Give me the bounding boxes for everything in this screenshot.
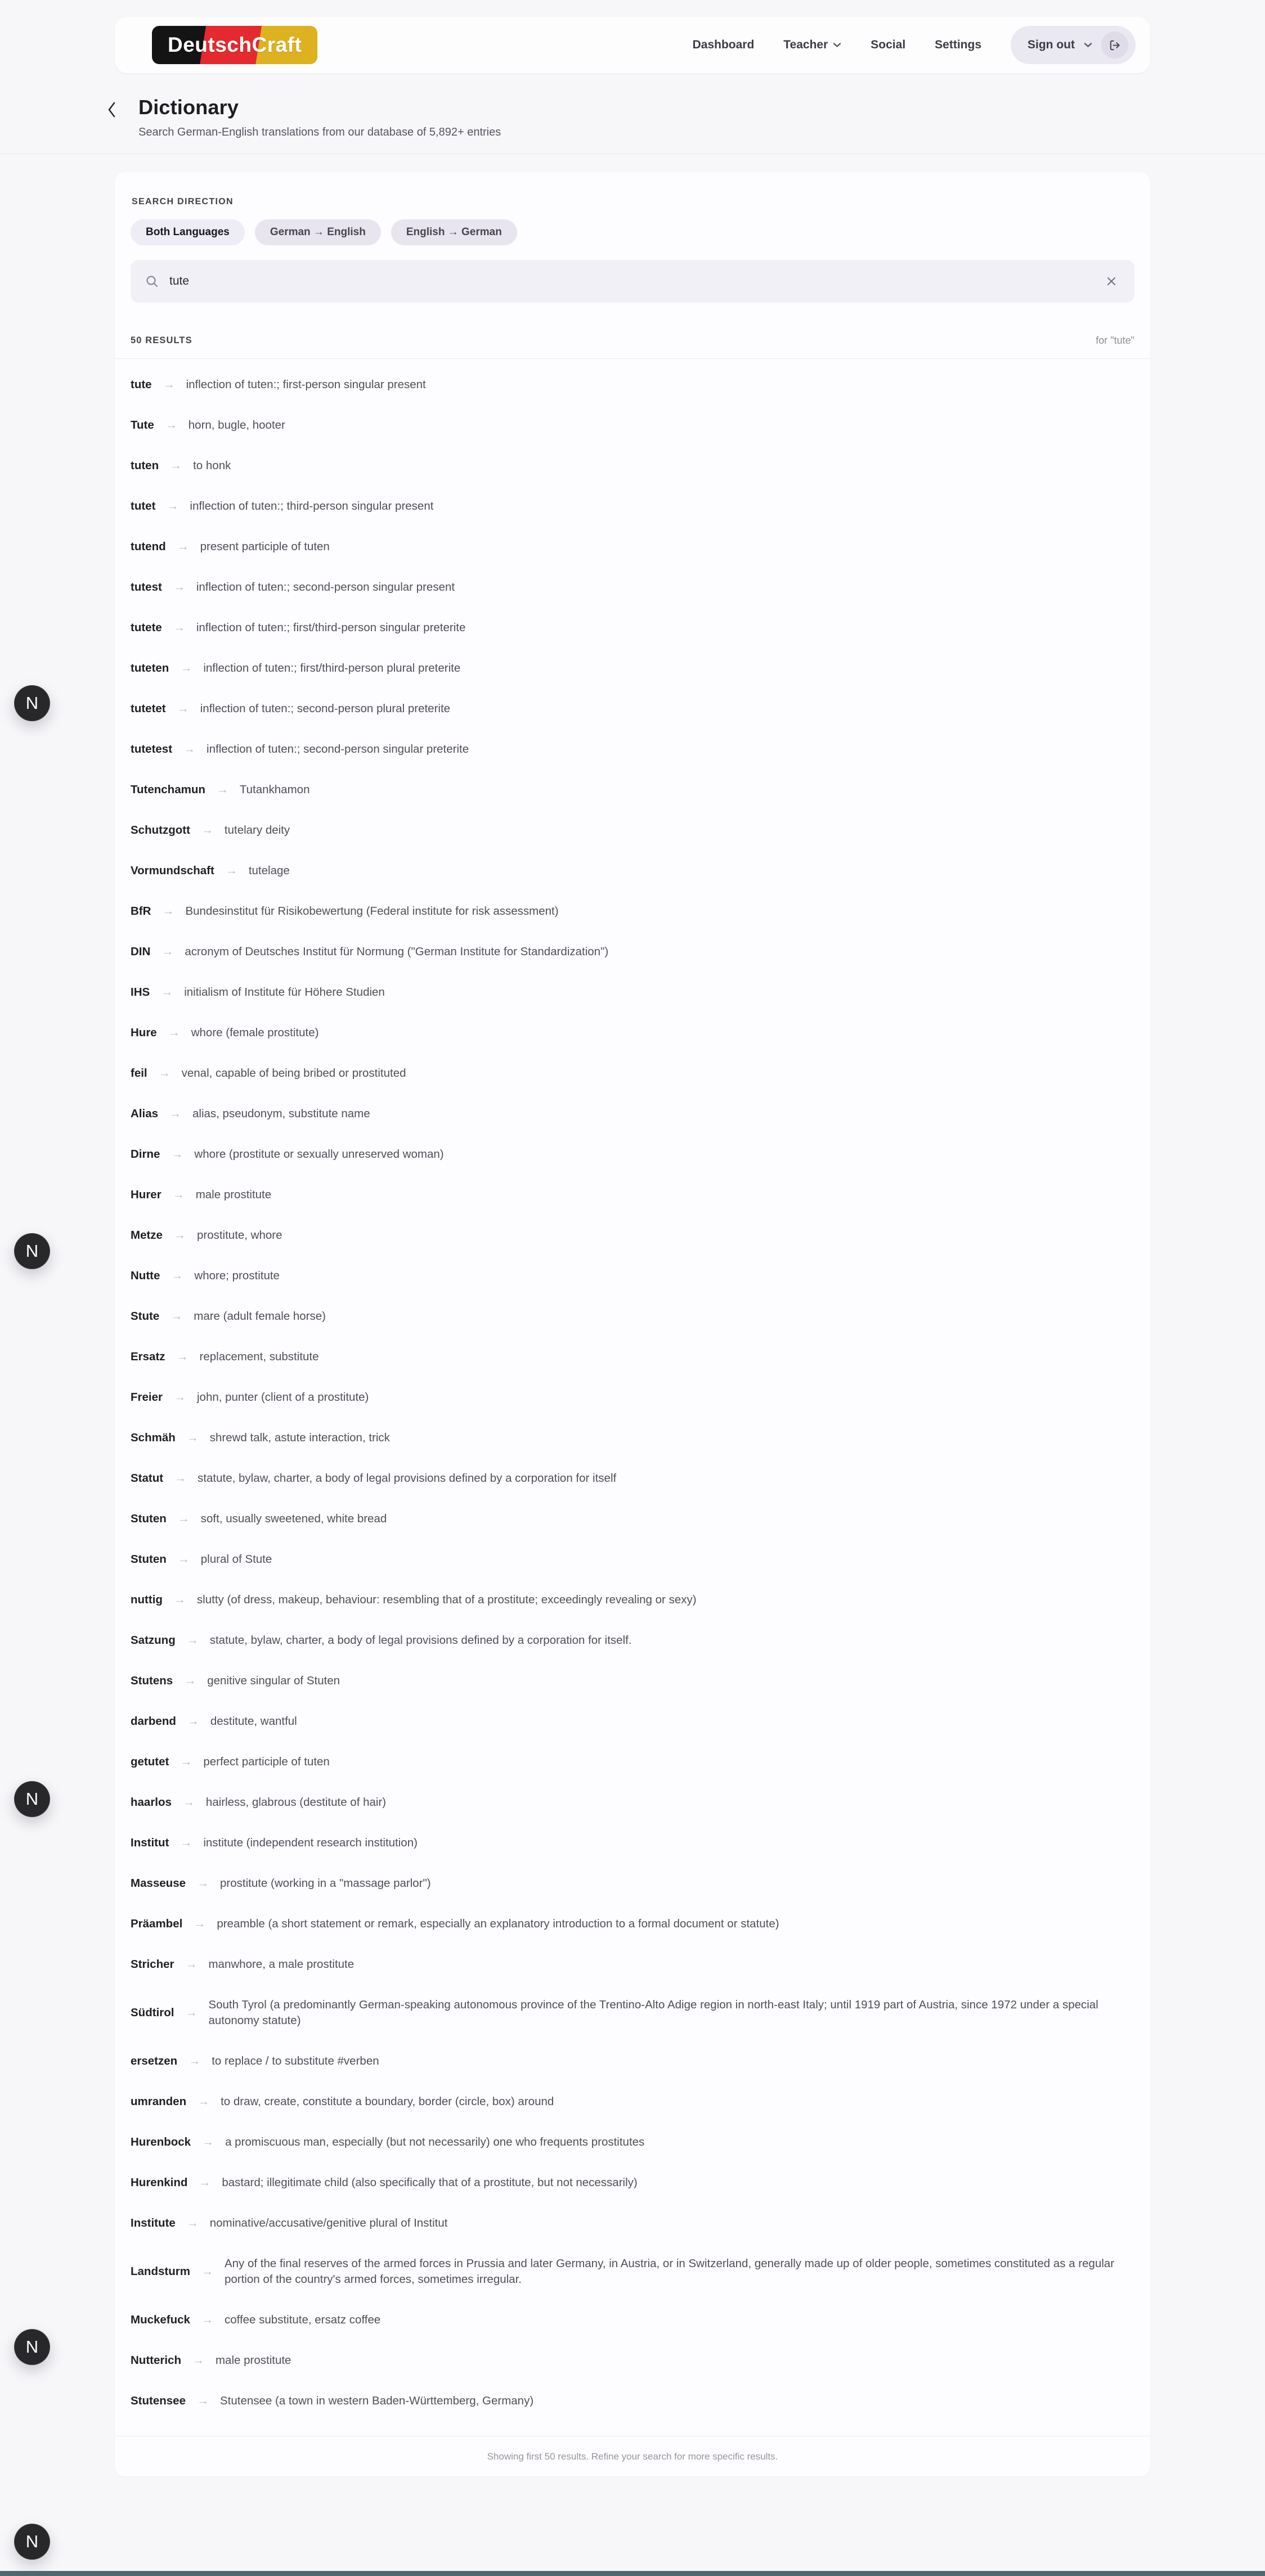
result-term: Hure <box>131 1026 157 1039</box>
result-translation: shrewd talk, astute interaction, trick <box>209 1431 390 1444</box>
nav-item-teacher[interactable] <box>783 38 841 52</box>
result-row <box>131 1053 1134 1094</box>
result-row <box>131 1863 1134 1904</box>
result-term: Stuten <box>131 1512 167 1525</box>
back-chevron-icon <box>107 101 116 118</box>
result-translation: prostitute, whore <box>196 1229 282 1242</box>
sign-out-button[interactable] <box>1011 26 1136 64</box>
result-row <box>131 1539 1134 1580</box>
result-translation: inflection of tuten:; first-person singular present <box>186 378 426 391</box>
result-term: tuteten <box>131 662 169 675</box>
result-arrow-icon: → <box>171 1148 183 1161</box>
result-row <box>131 2381 1134 2421</box>
result-term: Nutterich <box>131 2354 181 2367</box>
result-row <box>131 2122 1134 2163</box>
result-translation: to honk <box>193 459 231 472</box>
result-arrow-icon: → <box>169 1107 181 1120</box>
close-icon <box>1106 276 1116 286</box>
nav-item-social[interactable] <box>871 38 905 52</box>
result-translation: inflection of tuten:; third-person singular present <box>190 500 434 512</box>
result-translation: initialism of Institute für Höhere Studien <box>184 986 385 999</box>
result-row <box>131 851 1134 891</box>
result-arrow-icon: → <box>185 1958 198 1971</box>
result-translation: hairless, glabrous (destitute of hair) <box>205 1796 387 1809</box>
result-term: Alias <box>131 1107 158 1120</box>
result-arrow-icon: → <box>201 2265 213 2278</box>
result-term: Ersatz <box>131 1350 165 1363</box>
result-arrow-icon: → <box>201 2313 213 2326</box>
result-term: Schutzgott <box>131 824 190 837</box>
chevron-down-icon <box>1084 42 1092 48</box>
result-translation: whore; prostitute <box>194 1269 280 1282</box>
result-row <box>131 527 1134 567</box>
result-translation: male prostitute <box>215 2354 291 2367</box>
result-row <box>131 932 1134 972</box>
result-row <box>131 2163 1134 2203</box>
result-translation: Bundesinstitut für Risikobewertung (Federal institute for risk assessment) <box>185 905 559 918</box>
result-term: Tutenchamun <box>131 783 205 796</box>
result-translation: institute (independent research institution) <box>203 1836 418 1849</box>
result-arrow-icon: → <box>197 1877 209 1890</box>
result-term: tuten <box>131 459 159 472</box>
results-count: 50 RESULTS <box>131 335 192 345</box>
result-row <box>131 891 1134 932</box>
result-translation: prostitute (working in a "massage parlor") <box>220 1877 431 1890</box>
result-term: Landsturm <box>131 2265 190 2278</box>
result-arrow-icon: → <box>167 500 179 512</box>
result-row <box>131 1458 1134 1499</box>
result-term: tutete <box>131 621 162 634</box>
result-arrow-icon: → <box>180 662 192 675</box>
result-term: Stutens <box>131 1674 173 1687</box>
result-translation: acronym of Deutsches Institut für Normung ("German Institute for Standardization") <box>185 945 609 958</box>
result-row <box>131 608 1134 648</box>
result-term: DIN <box>131 945 151 958</box>
result-row <box>131 648 1134 689</box>
result-row <box>131 689 1134 729</box>
nextjs-dev-badge[interactable]: N <box>15 686 50 721</box>
result-translation: destitute, wantful <box>210 1715 297 1728</box>
result-row <box>131 1661 1134 1701</box>
result-translation: horn, bugle, hooter <box>188 419 285 431</box>
result-row <box>131 1944 1134 1985</box>
result-term: Hurenbock <box>131 2136 191 2148</box>
results-footer-text: Showing first 50 results. Refine your search for more specific results. <box>487 2451 778 2462</box>
result-arrow-icon: → <box>165 419 177 431</box>
result-row <box>131 1742 1134 1782</box>
search-direction-toggle <box>131 219 1134 245</box>
result-term: Institute <box>131 2217 176 2229</box>
result-row <box>131 365 1134 405</box>
result-row <box>131 1134 1134 1175</box>
result-arrow-icon: → <box>180 1836 192 1849</box>
app-header <box>115 17 1150 73</box>
result-term: Dirne <box>131 1148 160 1161</box>
result-row <box>131 770 1134 810</box>
result-row <box>131 1499 1134 1539</box>
result-row <box>131 1823 1134 1863</box>
chevron-down-icon <box>833 42 841 48</box>
result-arrow-icon: → <box>171 1310 183 1323</box>
clear-search-button[interactable] <box>1103 273 1120 290</box>
result-term: Stuten <box>131 1553 167 1566</box>
app-logo[interactable]: DeutschCraft <box>152 26 317 64</box>
results-header <box>115 323 1150 359</box>
result-term: Hurenkind <box>131 2176 188 2189</box>
nav-label: Settings <box>935 38 982 51</box>
result-arrow-icon: → <box>201 824 213 837</box>
result-arrow-icon: → <box>202 2136 214 2148</box>
result-arrow-icon: → <box>186 1431 199 1444</box>
result-arrow-icon: → <box>171 1269 183 1282</box>
result-term: tutend <box>131 540 166 553</box>
result-translation: genitive singular of Stuten <box>207 1674 340 1687</box>
page <box>0 17 1265 2551</box>
result-row <box>131 1013 1134 1053</box>
result-translation: tutelage <box>248 864 290 877</box>
search-box <box>131 260 1134 303</box>
result-arrow-icon: → <box>177 540 189 553</box>
result-row <box>131 729 1134 770</box>
result-term: IHS <box>131 986 150 999</box>
result-row <box>131 1175 1134 1215</box>
result-arrow-icon: → <box>162 905 174 918</box>
result-term: tutetest <box>131 743 173 756</box>
result-row <box>131 2244 1134 2300</box>
result-arrow-icon: → <box>198 2095 210 2108</box>
result-translation: perfect participle of tuten <box>203 1755 330 1768</box>
results-query-label: for "tute" <box>1096 335 1134 346</box>
logout-icon <box>1109 39 1122 52</box>
page-subtitle: Search German-English translations from our database of 5,892+ entries <box>138 126 501 138</box>
result-row <box>131 1215 1134 1256</box>
result-arrow-icon: → <box>192 2354 204 2367</box>
result-term: Südtirol <box>131 2006 174 2019</box>
direction-english-german-button[interactable]: English → German <box>391 219 517 245</box>
result-row <box>131 1377 1134 1418</box>
bottom-accent-bar <box>0 2571 1265 2576</box>
result-row <box>131 1580 1134 1620</box>
result-term: Vormundschaft <box>131 864 214 877</box>
result-translation: male prostitute <box>195 1188 272 1201</box>
direction-german-english-button[interactable]: German → English <box>255 219 381 245</box>
result-translation: inflection of tuten:; second-person singular present <box>196 581 455 594</box>
result-arrow-icon: → <box>162 945 174 958</box>
result-translation: Tutankhamon <box>239 783 310 796</box>
result-arrow-icon: → <box>196 2394 209 2407</box>
result-arrow-icon: → <box>173 581 185 594</box>
result-term: umranden <box>131 2095 187 2108</box>
page-title-section <box>115 96 1150 154</box>
result-arrow-icon: → <box>186 2217 199 2229</box>
result-row <box>131 1256 1134 1296</box>
result-term: Präambel <box>131 1917 183 1930</box>
dictionary-card <box>115 172 1150 2476</box>
results-footer <box>115 2436 1150 2476</box>
result-arrow-icon: → <box>174 1472 187 1485</box>
result-row <box>131 1418 1134 1458</box>
result-translation: alias, pseudonym, substitute name <box>192 1107 370 1120</box>
result-term: tutetet <box>131 702 166 715</box>
result-arrow-icon: → <box>161 986 173 999</box>
result-term: feil <box>131 1067 147 1080</box>
result-translation: john, punter (client of a prostitute) <box>196 1391 369 1404</box>
result-translation: South Tyrol (a predominantly German-speaking autonomous province of the Trentino-Alto Adige region in north-east Italy; until 1919 part of Austria, since 1972 under a special autonomy statute) <box>208 1998 1098 2027</box>
result-arrow-icon: → <box>194 1917 206 1930</box>
nextjs-dev-badge[interactable]: N <box>15 2524 50 2559</box>
result-arrow-icon: → <box>158 1067 171 1080</box>
sign-out-label: Sign out <box>1028 38 1075 51</box>
direction-both-languages-button[interactable]: Both Languages <box>131 219 245 245</box>
result-arrow-icon: → <box>173 1229 186 1242</box>
title-block <box>138 96 501 139</box>
result-row <box>131 1904 1134 1944</box>
result-translation: manwhore, a male prostitute <box>208 1958 355 1971</box>
result-row <box>131 1337 1134 1377</box>
result-arrow-icon: → <box>172 1188 185 1201</box>
result-row <box>131 1094 1134 1134</box>
result-arrow-icon: → <box>177 1553 190 1566</box>
result-row <box>131 2041 1134 2082</box>
result-term: Stute <box>131 1310 160 1323</box>
result-term: Stutensee <box>131 2394 186 2407</box>
result-row <box>131 1620 1134 1661</box>
result-translation: replacement, substitute <box>199 1350 319 1363</box>
result-term: Nutte <box>131 1269 160 1282</box>
result-term: tute <box>131 378 152 391</box>
result-arrow-icon: → <box>225 864 237 877</box>
result-arrow-icon: → <box>173 1593 186 1606</box>
result-translation: nominative/accusative/genitive plural of Institut <box>209 2217 448 2229</box>
result-translation: plural of Stute <box>200 1553 272 1566</box>
result-translation: inflection of tuten:; first/third-person singular preterite <box>196 621 466 634</box>
result-term: Metze <box>131 1229 163 1242</box>
result-row <box>131 2203 1134 2244</box>
results-list <box>115 359 1150 2436</box>
nav-label: Dashboard <box>692 38 755 51</box>
result-translation: mare (adult female horse) <box>194 1310 326 1323</box>
result-row <box>131 2340 1134 2381</box>
result-term: ersetzen <box>131 2054 178 2067</box>
result-arrow-icon: → <box>199 2176 211 2189</box>
result-term: tutet <box>131 500 156 512</box>
result-translation: Stutensee (a town in western Baden-Württemberg, Germany) <box>219 2394 534 2407</box>
result-arrow-icon: → <box>177 1512 190 1525</box>
nav-label: Social <box>871 38 906 51</box>
back-button[interactable] <box>107 101 138 118</box>
result-term: Masseuse <box>131 1877 186 1890</box>
page-title: Dictionary <box>138 96 239 119</box>
result-term: Muckefuck <box>131 2313 190 2326</box>
result-row <box>131 1296 1134 1337</box>
result-row <box>131 1782 1134 1823</box>
result-term: darbend <box>131 1715 176 1728</box>
result-arrow-icon: → <box>216 783 228 796</box>
result-term: Schmäh <box>131 1431 176 1444</box>
logout-icon-button[interactable] <box>1101 32 1128 59</box>
result-translation: soft, usually sweetened, white bread <box>200 1512 387 1525</box>
nav-item-settings[interactable] <box>935 38 981 52</box>
result-arrow-icon: → <box>182 1796 195 1809</box>
result-term: getutet <box>131 1755 169 1768</box>
nav-item-dashboard[interactable] <box>693 38 755 52</box>
result-row <box>131 2082 1134 2122</box>
result-translation: whore (female prostitute) <box>191 1026 319 1039</box>
result-arrow-icon: → <box>177 702 189 715</box>
result-term: Freier <box>131 1391 163 1404</box>
result-row <box>131 972 1134 1013</box>
result-arrow-icon: → <box>189 2054 201 2067</box>
result-term: Hurer <box>131 1188 162 1201</box>
search-input[interactable] <box>168 274 1093 289</box>
result-translation: to draw, create, constitute a boundary, border (circle, box) around <box>221 2095 554 2108</box>
result-row <box>131 567 1134 608</box>
result-arrow-icon: → <box>173 621 185 634</box>
result-term: BfR <box>131 905 151 918</box>
result-translation: a promiscuous man, especially (but not necessarily) one who frequents prostitutes <box>225 2136 645 2148</box>
result-term: Institut <box>131 1836 169 1849</box>
result-arrow-icon: → <box>163 378 175 391</box>
result-arrow-icon: → <box>183 743 196 756</box>
result-arrow-icon: → <box>170 459 182 472</box>
result-translation: slutty (of dress, makeup, behaviour: resembling that of a prostitute; exceedingly revealing or sexy) <box>196 1593 697 1606</box>
result-translation: to replace / to substitute #verben <box>212 2054 379 2067</box>
result-translation: coffee substitute, ersatz coffee <box>224 2313 381 2326</box>
result-arrow-icon: → <box>176 1350 189 1363</box>
result-translation: present participle of tuten <box>200 540 330 553</box>
result-term: Stricher <box>131 1958 174 1971</box>
result-term: Satzung <box>131 1634 176 1647</box>
nextjs-dev-badge[interactable]: N <box>15 1782 50 1817</box>
result-translation: inflection of tuten:; first/third-person plural preterite <box>203 662 461 675</box>
result-arrow-icon: → <box>184 1674 196 1687</box>
result-arrow-icon: → <box>173 1391 186 1404</box>
result-arrow-icon: → <box>168 1026 180 1039</box>
result-translation: whore (prostitute or sexually unreserved woman) <box>194 1148 444 1161</box>
result-translation: inflection of tuten:; second-person singular preterite <box>207 743 469 756</box>
result-arrow-icon: → <box>186 1634 199 1647</box>
result-translation: venal, capable of being bribed or prostituted <box>181 1067 406 1080</box>
result-arrow-icon: → <box>185 2006 198 2019</box>
nextjs-dev-badge[interactable]: N <box>15 2330 50 2364</box>
result-arrow-icon: → <box>187 1715 199 1728</box>
nextjs-dev-badge[interactable]: N <box>15 1234 50 1269</box>
result-term: Statut <box>131 1472 164 1485</box>
result-term: haarlos <box>131 1796 172 1809</box>
result-arrow-icon: → <box>180 1755 192 1768</box>
result-translation: bastard; illegitimate child (also specifically that of a prostitute, but not necessarily) <box>222 2176 638 2189</box>
result-row <box>131 486 1134 527</box>
result-translation: tutelary deity <box>224 824 290 837</box>
result-translation: statute, bylaw, charter, a body of legal provisions defined by a corporation for itself <box>198 1472 617 1485</box>
nav-label: Teacher <box>783 38 828 51</box>
result-translation: inflection of tuten:; second-person plural preterite <box>200 702 451 715</box>
result-row <box>131 2300 1134 2340</box>
result-row <box>131 1985 1134 2041</box>
search-icon <box>145 275 159 288</box>
result-term: tutest <box>131 581 162 594</box>
result-translation: statute, bylaw, charter, a body of legal provisions defined by a corporation for itself. <box>209 1634 632 1647</box>
result-row <box>131 810 1134 851</box>
result-translation: Any of the final reserves of the armed forces in Prussia and later Germany, in Austria, or in Switzerland, generally made up of older people, sometimes constituted as a regular portion of the country's armed forces, sometimes irregular. <box>224 2257 1115 2286</box>
result-term: Tute <box>131 419 154 431</box>
result-row <box>131 405 1134 446</box>
result-row <box>131 1701 1134 1742</box>
main-nav <box>693 26 1136 64</box>
search-direction-label: SEARCH DIRECTION <box>132 197 234 206</box>
result-row <box>131 446 1134 486</box>
result-translation: preamble (a short statement or remark, especially an explanatory introduction to a formal document or statute) <box>217 1917 779 1930</box>
result-term: nuttig <box>131 1593 163 1606</box>
